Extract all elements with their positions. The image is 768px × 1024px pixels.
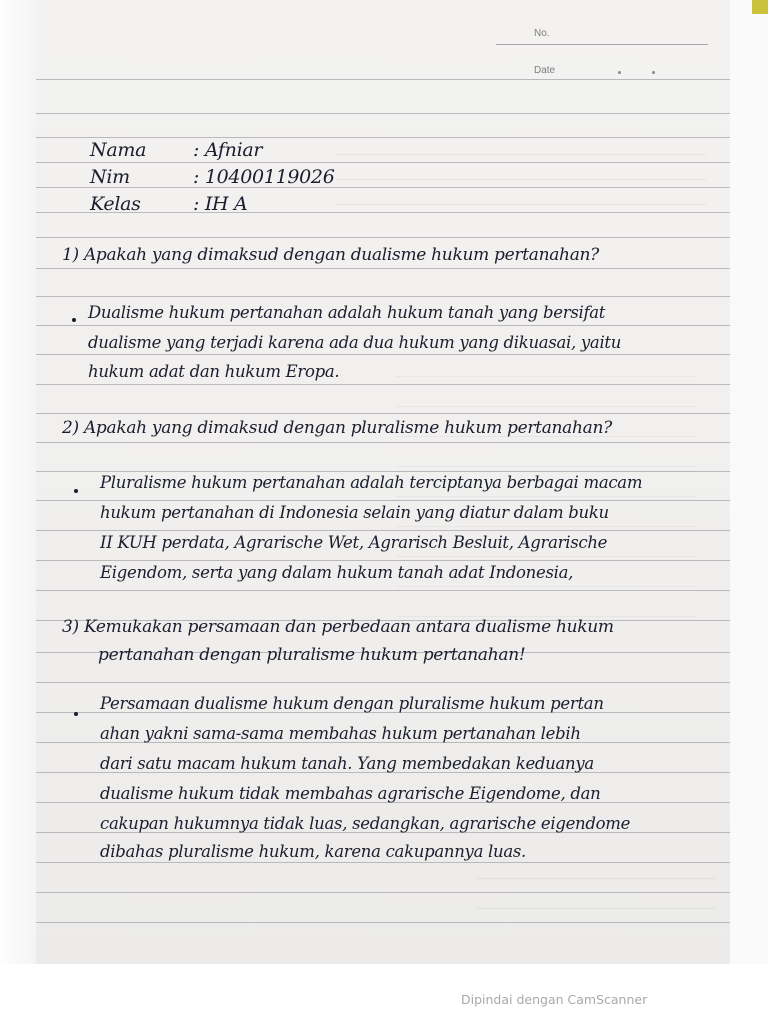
answer-bullet <box>72 318 76 322</box>
name-value: : Afniar <box>193 139 263 161</box>
ruled-line <box>36 79 730 80</box>
nim-label: Nim <box>90 166 130 188</box>
ruled-line <box>36 922 730 923</box>
date-label: Date <box>534 65 556 76</box>
ruled-line <box>36 237 730 238</box>
question-3-line: pertanahan dengan pluralisme hukum pertanahan! <box>98 645 526 665</box>
ruled-line <box>36 113 730 114</box>
answer-2-line: hukum pertanahan di Indonesia selain yang diatur dalam buku <box>100 503 609 522</box>
binder-corner <box>752 0 768 14</box>
date-dot <box>652 71 655 74</box>
answer-bullet <box>74 489 78 493</box>
answer-bullet <box>74 712 78 716</box>
ruled-line <box>36 682 730 683</box>
scanner-watermark: Dipindai dengan CamScanner <box>461 992 648 1007</box>
date-dot <box>618 71 621 74</box>
answer-2-line: II KUH perdata, Agrarische Wet, Agrarisch Besluit, Agrarische <box>100 533 608 552</box>
answer-1-line: dualisme yang terjadi karena ada dua hukum yang dikuasai, yaitu <box>88 333 622 352</box>
scan-margin-left <box>0 0 36 964</box>
show-through-marks <box>336 140 706 220</box>
answer-1-line: Dualisme hukum pertanahan adalah hukum tanah yang bersifat <box>88 303 606 322</box>
answer-3-line: dibahas pluralisme hukum, karena cakupannya luas. <box>100 842 527 861</box>
answer-3-line: cakupan hukumnya tidak luas, sedangkan, agrarische eigendome <box>100 814 631 833</box>
answer-3-line: ahan yakni sama-sama membahas hukum pertanahan lebih <box>100 724 581 743</box>
answer-2-line: Pluralisme hukum pertanahan adalah terciptanya berbagai macam <box>100 473 643 492</box>
name-label: Nama <box>90 139 147 161</box>
nim-value: : 10400119026 <box>193 166 335 188</box>
no-label: No. <box>534 28 550 39</box>
question-3-line: 3) Kemukakan persamaan dan perbedaan antara dualisme hukum <box>62 617 614 637</box>
question-1: 1) Apakah yang dimaksud dengan dualisme hukum pertanahan? <box>62 245 599 265</box>
class-value: : IH A <box>193 193 248 215</box>
ruled-line <box>36 137 730 138</box>
notebook-page <box>36 0 730 964</box>
answer-3-line: dari satu macam hukum tanah. Yang membedakan keduanya <box>100 754 594 773</box>
scan-margin-right <box>730 0 768 964</box>
no-rule <box>496 44 708 45</box>
question-2: 2) Apakah yang dimaksud dengan pluralisme hukum pertanahan? <box>62 418 612 438</box>
show-through-marks <box>476 862 716 922</box>
class-label: Kelas <box>90 193 141 215</box>
ruled-line <box>36 296 730 297</box>
answer-3-line: Persamaan dualisme hukum dengan pluralisme hukum pertan <box>100 694 604 713</box>
answer-1-line: hukum adat dan hukum Eropa. <box>88 362 340 381</box>
ruled-line <box>36 325 730 326</box>
ruled-line <box>36 354 730 355</box>
answer-2-line: Eigendom, serta yang dalam hukum tanah adat Indonesia, <box>100 563 574 582</box>
ruled-line <box>36 268 730 269</box>
answer-3-line: dualisme hukum tidak membahas agrarische Eigendome, dan <box>100 784 601 803</box>
